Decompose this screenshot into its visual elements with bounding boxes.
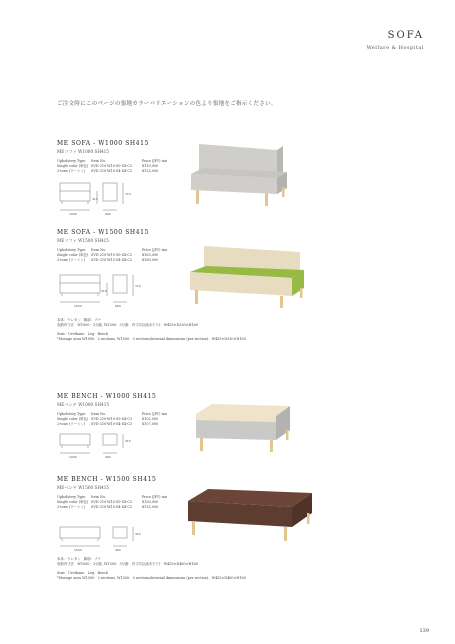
dimension-drawing bbox=[57, 523, 147, 553]
spec-cell: 2-tone (ツートン) bbox=[57, 258, 86, 262]
note-line: 収納内寸法 W1000：2分割, W1500：3分割 内寸(1区画あたり)：W455×D330×H160 bbox=[57, 323, 198, 327]
dim-depth: 660 bbox=[105, 212, 111, 216]
spec-header: Upholstery Type bbox=[57, 495, 86, 499]
note-line: *Storage area W1000：2 sections, W1500：3 sections/Internal dimensions (per section)：W455×D330×H160 bbox=[57, 337, 246, 341]
product-subtitle: MEベンチ W1000 SH415 bbox=[57, 402, 110, 407]
page-number: 139 bbox=[419, 628, 429, 634]
spec-cell: 2-tone (ツートン) bbox=[57, 422, 86, 426]
dim-depth: 460 bbox=[115, 548, 121, 552]
dim-seat-height: 415 bbox=[135, 532, 141, 536]
section-title: SOFA bbox=[387, 30, 424, 41]
sofa-w1000-image bbox=[183, 138, 293, 210]
bench-leg bbox=[284, 527, 287, 541]
intro-text: ご注文時にこのページの張地カラーバリエーションの色より張地をご指示ください。 bbox=[57, 101, 277, 107]
spec-header: Item No. bbox=[91, 159, 107, 163]
dim-height: 710 bbox=[135, 284, 141, 288]
dim-depth: 660 bbox=[115, 304, 121, 308]
drawing-front bbox=[60, 434, 90, 445]
dimension-drawing bbox=[57, 270, 147, 310]
note-line: 収納内寸法 W1000：2分割, W1500：3分割 内寸(1区画あたり)：W455×D460×H160 bbox=[57, 562, 198, 566]
sofa-leg bbox=[265, 193, 268, 206]
spec-cell: ¥125,000 bbox=[142, 169, 159, 173]
spec-table bbox=[57, 159, 167, 174]
sofa-leg bbox=[195, 290, 198, 304]
dim-width: 1500 bbox=[74, 548, 82, 552]
spec-header: Price (JPY) tax bbox=[142, 248, 167, 252]
spec-header: Price (JPY) tax bbox=[142, 412, 167, 416]
note-line: *Storage area W1000：2 sections, W1500：3 sections/Internal dimensions (per section)：W455×D460×H160 bbox=[57, 576, 246, 580]
sofa-w1500-image bbox=[180, 238, 315, 316]
spec-cell: Single color (単色) bbox=[57, 253, 89, 257]
spec-table bbox=[57, 248, 167, 263]
spec-header: Item No. bbox=[91, 495, 107, 499]
dim-seat-height: 415 bbox=[92, 197, 98, 201]
drawing-front bbox=[60, 527, 100, 538]
bench-body bbox=[196, 420, 276, 440]
drawing-side bbox=[113, 527, 127, 538]
drawing-side bbox=[103, 183, 117, 201]
product-subtitle: MEベンチ W1500 SH415 bbox=[57, 485, 110, 490]
bench-top bbox=[196, 404, 290, 416]
bench-leg bbox=[192, 521, 195, 535]
note-line: Seat：Urethane Leg：Beech bbox=[57, 332, 109, 336]
spec-cell: SVD-210-W15-S4-S4-C3 bbox=[91, 505, 133, 509]
product-title: ME SOFA - W1500 SH415 bbox=[57, 229, 150, 236]
spec-cell: ¥119,000 bbox=[142, 164, 159, 168]
bench-w1500-image bbox=[180, 485, 320, 547]
dim-seat-height: 415 bbox=[125, 439, 131, 443]
product-title: ME SOFA - W1000 SH415 bbox=[57, 140, 150, 147]
bench-leg bbox=[286, 430, 289, 440]
spec-cell: SVD-210-W15-S5-S4-C3 bbox=[91, 253, 133, 257]
spec-cell: ¥169,000 bbox=[142, 258, 159, 262]
dim-width: 1000 bbox=[69, 455, 77, 459]
spec-header: Upholstery Type bbox=[57, 248, 86, 252]
spec-cell: 2-tone (ツートン) bbox=[57, 505, 86, 509]
spec-row bbox=[57, 258, 167, 263]
spec-cell: Single color (単色) bbox=[57, 500, 89, 504]
sofa-leg bbox=[300, 288, 303, 298]
spec-row bbox=[57, 169, 167, 174]
spec-header: Upholstery Type bbox=[57, 159, 86, 163]
note-line: Seat：Urethane Leg：Beech bbox=[57, 571, 109, 575]
product-title: ME BENCH - W1000 SH415 bbox=[57, 393, 157, 400]
bench-w1000-image bbox=[190, 400, 295, 460]
dimension-drawing bbox=[57, 430, 137, 460]
spec-table bbox=[57, 495, 167, 510]
materials-notes bbox=[57, 318, 246, 342]
spec-row bbox=[57, 422, 167, 427]
spec-cell: ¥107,000 bbox=[142, 422, 159, 426]
spec-cell: SVD-210-W10-S4-S4-C3 bbox=[91, 422, 133, 426]
spec-cell: ¥130,000 bbox=[142, 500, 159, 504]
spec-cell: 2-tone (ツートン) bbox=[57, 169, 86, 173]
dim-depth: 460 bbox=[105, 455, 111, 459]
dim-width: 1500 bbox=[74, 304, 82, 308]
spec-header: Upholstery Type bbox=[57, 412, 86, 416]
drawing-front bbox=[60, 183, 90, 201]
spec-cell: ¥135,000 bbox=[142, 505, 159, 509]
dimension-drawing bbox=[57, 178, 137, 218]
spec-cell: SVD-210-W10-S5-S4-C3 bbox=[91, 164, 133, 168]
sofa-leg bbox=[282, 187, 285, 197]
dim-height: 710 bbox=[125, 192, 131, 196]
spec-header: Price (JPY) tax bbox=[142, 159, 167, 163]
note-line: 本体：ウレタン 脚部：ブナ bbox=[57, 318, 101, 322]
spec-cell: ¥163,000 bbox=[142, 253, 159, 257]
dim-width: 1000 bbox=[69, 212, 77, 216]
sofa-leg bbox=[280, 296, 283, 308]
bench-leg bbox=[270, 440, 273, 452]
spec-header: Price (JPY) tax bbox=[142, 495, 167, 499]
spec-header: Item No. bbox=[91, 248, 107, 252]
note-line: 本体：ウレタン 脚部：ブナ bbox=[57, 557, 101, 561]
spec-row bbox=[57, 505, 167, 510]
materials-notes bbox=[57, 557, 246, 581]
spec-cell: SVD-210-W15-S4-S4-C3 bbox=[91, 258, 133, 262]
product-subtitle: MEソファ W1500 SH415 bbox=[57, 238, 109, 243]
spec-cell: SVD-210-W10-S5-S4-C3 bbox=[91, 417, 133, 421]
section-subtitle: Welfare & Hospital bbox=[366, 45, 424, 51]
drawing-side bbox=[103, 434, 117, 445]
spec-cell: ¥102,000 bbox=[142, 417, 159, 421]
spec-header: Item No. bbox=[91, 412, 107, 416]
drawing-front bbox=[60, 275, 100, 293]
spec-table bbox=[57, 412, 167, 427]
bench-leg bbox=[307, 513, 310, 524]
spec-cell: Single color (単色) bbox=[57, 164, 89, 168]
spec-cell: Single color (単色) bbox=[57, 417, 89, 421]
spec-cell: SVD-210-W10-S4-S4-C3 bbox=[91, 169, 133, 173]
bench-leg bbox=[200, 438, 203, 451]
sofa-leg bbox=[196, 190, 199, 204]
drawing-side bbox=[113, 275, 127, 293]
dim-seat-height: 415 bbox=[101, 289, 107, 293]
product-title: ME BENCH - W1500 SH415 bbox=[57, 476, 157, 483]
spec-cell: SVD-210-W15-S5-S4-C3 bbox=[91, 500, 133, 504]
product-subtitle: MEソファ W1000 SH415 bbox=[57, 149, 109, 154]
